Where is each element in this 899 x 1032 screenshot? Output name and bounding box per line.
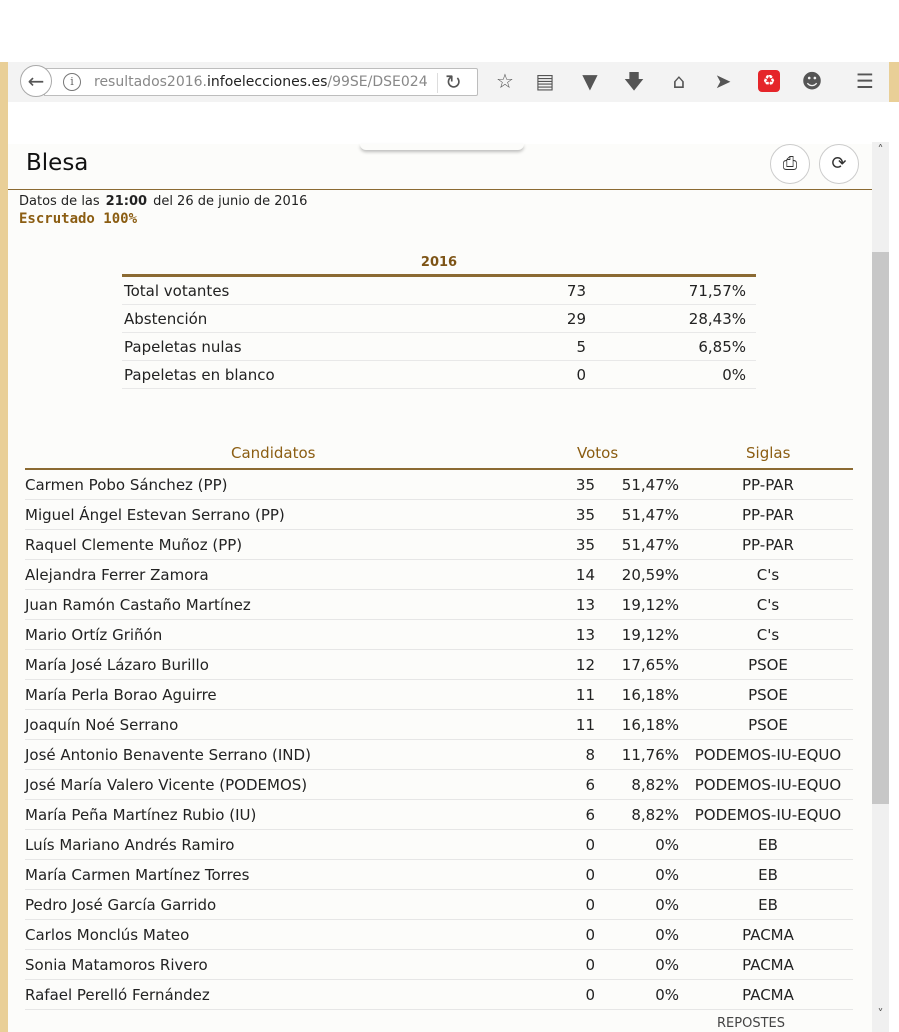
candidate-votes: 0 bbox=[585, 896, 595, 914]
candidate-pct: 0% bbox=[655, 986, 679, 1004]
print-button[interactable] bbox=[770, 144, 810, 184]
summary-table bbox=[122, 252, 756, 389]
candidate-row bbox=[25, 470, 853, 500]
reading-list-icon[interactable]: ▤ bbox=[535, 69, 555, 93]
candidate-siglas: C's bbox=[756, 566, 780, 584]
candidate-pct: 51,47% bbox=[621, 536, 679, 554]
candidate-pct: 19,12% bbox=[621, 626, 679, 644]
info-icon[interactable]: i bbox=[63, 73, 81, 91]
candidate-pct: 51,47% bbox=[621, 476, 679, 494]
candidate-name: María Peña Martínez Rubio (IU) bbox=[25, 806, 257, 824]
summary-votes: 29 bbox=[566, 310, 586, 328]
candidate-siglas: PP-PAR bbox=[742, 476, 794, 494]
summary-label: Total votantes bbox=[124, 282, 230, 300]
candidate-name: Pedro José García Garrido bbox=[25, 896, 217, 914]
candidate-pct: 51,47% bbox=[621, 506, 679, 524]
candidates-header bbox=[25, 438, 853, 468]
candidate-pct: 8,82% bbox=[631, 806, 679, 824]
candidate-row bbox=[25, 680, 853, 710]
summary-votes: 5 bbox=[576, 338, 586, 356]
candidate-name: Carlos Monclús Mateo bbox=[25, 926, 190, 944]
candidate-row bbox=[25, 980, 853, 1010]
candidate-votes: 11 bbox=[575, 716, 595, 734]
summary-row bbox=[122, 277, 756, 305]
data-timestamp: Datos de las 21:00 del 26 de junio de 2016 bbox=[19, 194, 308, 209]
candidate-name: Sonia Matamoros Rivero bbox=[25, 956, 208, 974]
candidate-row bbox=[25, 920, 853, 950]
candidate-votes: 35 bbox=[575, 506, 595, 524]
url-text[interactable]: resultados2016.infoelecciones.es/99SE/DSE024 bbox=[94, 74, 428, 90]
candidate-row bbox=[25, 890, 853, 920]
candidate-pct: 20,59% bbox=[621, 566, 679, 584]
tab-shadow bbox=[360, 144, 524, 150]
candidate-row bbox=[25, 710, 853, 740]
reload-icon[interactable]: ↻ bbox=[445, 70, 462, 94]
candidate-siglas: PP-PAR bbox=[742, 506, 794, 524]
candidate-siglas: C's bbox=[756, 626, 780, 644]
arrow-left-icon: ← bbox=[27, 69, 45, 93]
candidate-siglas: PODEMOS-IU-EQUO bbox=[694, 776, 842, 794]
candidate-name: Miguel Ángel Estevan Serrano (PP) bbox=[25, 506, 285, 524]
candidate-votes: 8 bbox=[585, 746, 595, 764]
candidate-row bbox=[25, 530, 853, 560]
candidate-pct: 0% bbox=[655, 956, 679, 974]
candidate-row bbox=[25, 740, 853, 770]
send-icon[interactable]: ➤ bbox=[714, 69, 732, 93]
summary-pct: 6,85% bbox=[698, 338, 746, 356]
candidate-row bbox=[25, 800, 853, 830]
candidate-row bbox=[25, 620, 853, 650]
candidate-row bbox=[25, 830, 853, 860]
refresh-button[interactable] bbox=[819, 144, 859, 184]
candidate-siglas: EB bbox=[758, 866, 778, 884]
summary-votes: 0 bbox=[576, 366, 586, 384]
candidate-siglas: PODEMOS-IU-EQUO bbox=[694, 806, 842, 824]
candidate-siglas: EB bbox=[758, 896, 778, 914]
candidate-row bbox=[25, 860, 853, 890]
summary-votes: 73 bbox=[566, 282, 586, 300]
escrutado-status: Escrutado 100% bbox=[19, 211, 138, 227]
summary-row bbox=[122, 305, 756, 333]
candidate-name: María José Lázaro Burillo bbox=[25, 656, 209, 674]
candidate-name: María Perla Borao Aguirre bbox=[25, 686, 217, 704]
url-separator bbox=[437, 73, 438, 93]
pocket-icon[interactable]: ▼ bbox=[582, 69, 598, 93]
candidate-name: Mario Ortíz Griñón bbox=[25, 626, 163, 644]
window-frame-right bbox=[889, 62, 899, 102]
candidates-table bbox=[25, 438, 853, 1010]
summary-pct: 71,57% bbox=[688, 282, 746, 300]
candidate-pct: 0% bbox=[655, 896, 679, 914]
bookmark-star-icon[interactable]: ☆ bbox=[496, 69, 514, 93]
candidate-votes: 0 bbox=[585, 986, 595, 1004]
candidate-pct: 17,65% bbox=[621, 656, 679, 674]
candidate-siglas: PACMA bbox=[742, 956, 794, 974]
header-candidatos: Candidatos bbox=[231, 444, 316, 462]
content-area bbox=[8, 102, 872, 1032]
candidate-pct: 0% bbox=[655, 926, 679, 944]
candidate-pct: 0% bbox=[655, 836, 679, 854]
candidate-row bbox=[25, 560, 853, 590]
candidate-votes: 13 bbox=[575, 596, 595, 614]
summary-pct: 0% bbox=[722, 366, 746, 384]
candidate-name: Juan Ramón Castaño Martínez bbox=[25, 596, 251, 614]
candidate-siglas: EB bbox=[758, 836, 778, 854]
candidate-votes: 35 bbox=[575, 536, 595, 554]
candidate-siglas: PSOE bbox=[748, 656, 788, 674]
url-bar[interactable] bbox=[44, 68, 478, 96]
candidate-name: Luís Mariano Andrés Ramiro bbox=[25, 836, 235, 854]
candidate-name: Joaquín Noé Serrano bbox=[25, 716, 179, 734]
summary-label: Abstención bbox=[124, 310, 208, 328]
summary-label: Papeletas nulas bbox=[124, 338, 242, 356]
scroll-thumb[interactable] bbox=[872, 252, 889, 804]
summary-label: Papeletas en blanco bbox=[124, 366, 275, 384]
scroll-down-icon[interactable]: ˅ bbox=[877, 1007, 884, 1021]
candidate-name: Alejandra Ferrer Zamora bbox=[25, 566, 209, 584]
candidate-siglas: PACMA bbox=[742, 926, 794, 944]
candidate-pct: 16,18% bbox=[621, 686, 679, 704]
summary-row bbox=[122, 361, 756, 389]
candidate-pct: 11,76% bbox=[621, 746, 679, 764]
page-title: Blesa bbox=[26, 150, 89, 176]
addon-red-icon[interactable]: ♻ bbox=[758, 70, 780, 92]
print-icon: ⎙ bbox=[782, 153, 798, 174]
download-icon[interactable]: 🡇 bbox=[623, 69, 645, 93]
candidate-pct: 16,18% bbox=[621, 716, 679, 734]
home-icon[interactable]: ⌂ bbox=[672, 69, 686, 93]
candidate-siglas: C's bbox=[756, 596, 780, 614]
refresh-icon: ⟳ bbox=[831, 153, 847, 174]
summary-row bbox=[122, 333, 756, 361]
candidate-name: Rafael Perelló Fernández bbox=[25, 986, 210, 1004]
candidate-votes: 35 bbox=[575, 476, 595, 494]
candidate-name: José Antonio Benavente Serrano (IND) bbox=[25, 746, 311, 764]
candidate-name: María Carmen Martínez Torres bbox=[25, 866, 250, 884]
candidate-votes: 6 bbox=[585, 806, 595, 824]
candidate-siglas: PSOE bbox=[748, 686, 788, 704]
candidate-row bbox=[25, 770, 853, 800]
candidate-votes: 14 bbox=[575, 566, 595, 584]
candidate-siglas: PODEMOS-IU-EQUO bbox=[694, 746, 842, 764]
candidate-name: Raquel Clemente Muñoz (PP) bbox=[25, 536, 243, 554]
candidate-row bbox=[25, 500, 853, 530]
candidate-votes: 11 bbox=[575, 686, 595, 704]
candidate-row bbox=[25, 650, 853, 680]
candidate-siglas: PSOE bbox=[748, 716, 788, 734]
candidate-votes: 6 bbox=[585, 776, 595, 794]
candidate-votes: 0 bbox=[585, 836, 595, 854]
vertical-scrollbar[interactable] bbox=[872, 142, 889, 1032]
candidate-siglas: PACMA bbox=[742, 986, 794, 1004]
partial-siglas: REPOSTES bbox=[717, 1016, 785, 1030]
candidate-row bbox=[25, 950, 853, 980]
candidate-votes: 0 bbox=[585, 956, 595, 974]
candidate-votes: 0 bbox=[585, 866, 595, 884]
menu-icon[interactable]: ☰ bbox=[856, 69, 874, 93]
candidate-pct: 0% bbox=[655, 866, 679, 884]
candidate-row bbox=[25, 590, 853, 620]
scroll-up-icon[interactable]: ˄ bbox=[877, 143, 884, 157]
header-siglas: Siglas bbox=[746, 444, 791, 462]
summary-pct: 28,43% bbox=[688, 310, 746, 328]
candidate-name: Carmen Pobo Sánchez (PP) bbox=[25, 476, 228, 494]
smiley-icon[interactable]: ☻ bbox=[801, 69, 823, 93]
candidate-pct: 19,12% bbox=[621, 596, 679, 614]
candidate-votes: 13 bbox=[575, 626, 595, 644]
candidate-pct: 8,82% bbox=[631, 776, 679, 794]
candidate-votes: 0 bbox=[585, 926, 595, 944]
summary-year: 2016 bbox=[420, 255, 458, 270]
title-divider bbox=[8, 189, 872, 190]
candidate-votes: 12 bbox=[575, 656, 595, 674]
header-votos: Votos bbox=[577, 444, 619, 462]
back-button[interactable] bbox=[20, 65, 52, 97]
candidate-name: José María Valero Vicente (PODEMOS) bbox=[25, 776, 308, 794]
candidate-siglas: PP-PAR bbox=[742, 536, 794, 554]
window-frame-left bbox=[0, 62, 8, 1032]
browser-toolbar bbox=[8, 62, 889, 102]
